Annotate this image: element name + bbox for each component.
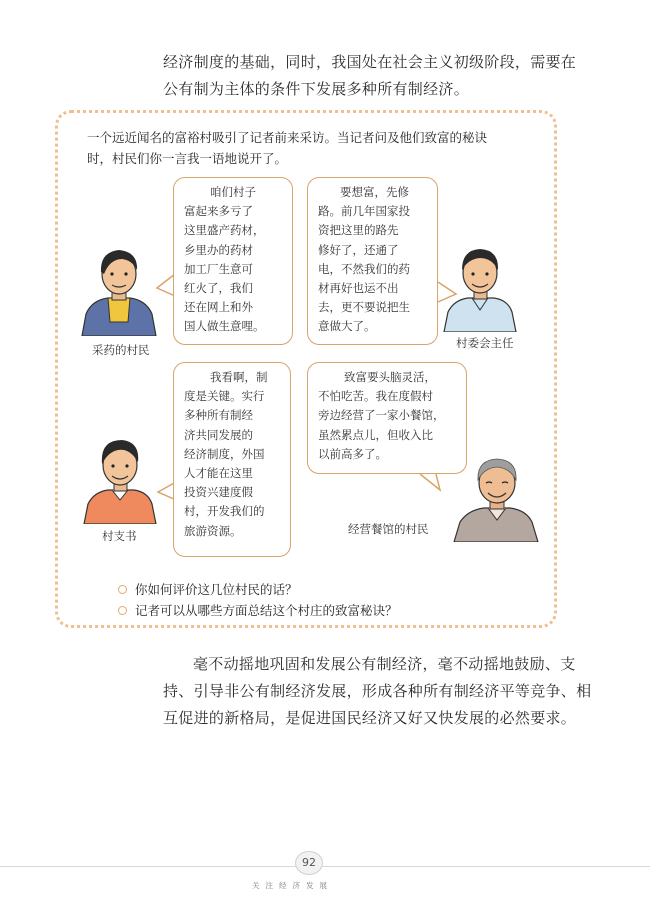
herb-villager-portrait: [78, 240, 160, 336]
caption-committee-director: 村委会主任: [456, 336, 514, 350]
intro-line: 时，村民们你一言我一语地说开了。: [87, 151, 288, 166]
restaurant-owner-portrait: [452, 450, 542, 542]
committee-director-portrait: [440, 240, 520, 332]
bubble-line: 不怕吃苦。我在度假村: [318, 389, 433, 404]
bubble-line: 多种所有制经: [184, 408, 253, 423]
bubble-line: 这里盛产药材，: [184, 223, 265, 238]
circle-bullet-icon: [118, 606, 127, 615]
paragraph-line: 持、引导非公有制经济发展，形成各种所有制经济平等竞争、相: [163, 682, 592, 700]
page-number: 92: [295, 851, 323, 875]
caption-herb-villager: 采药的村民: [92, 343, 150, 357]
bubble-tail: [418, 472, 444, 494]
bubble-line: 加工厂生意可: [184, 261, 253, 276]
bubble-line: 济共同发展的: [184, 427, 253, 442]
bubble-line: 还在网上和外: [184, 300, 253, 315]
bubble-line: 虽然累点儿，但收入比: [318, 427, 433, 442]
bubble-line: 咱们村子: [210, 185, 256, 199]
party-secretary-portrait: [80, 432, 160, 524]
bubble-line: 度是关键。实行: [184, 389, 265, 404]
question-text: 记者可以从哪些方面总结这个村庄的致富秘诀？: [135, 603, 398, 618]
bubble-line: 要想富，先修: [340, 185, 409, 199]
question-text: 你如何评价这几位村民的话？: [135, 582, 298, 597]
speech-bubble-committee-director: [307, 177, 438, 345]
bubble-line: 材再好也运不出: [318, 281, 399, 296]
paragraph-line: 公有制为主体的条件下发展多种所有制经济。: [163, 80, 470, 98]
speech-bubble-restaurant-owner: [307, 362, 467, 474]
bubble-line: 乡里办的药材: [184, 242, 253, 257]
bubble-line: 我看啊，制: [210, 370, 268, 384]
bubble-line: 旁边经营了一家小餐馆，: [318, 408, 445, 423]
question-item: [118, 580, 298, 598]
circle-bullet-icon: [118, 585, 127, 594]
bubble-line: 路。前几年国家投: [318, 204, 410, 219]
top-paragraph: [163, 49, 577, 103]
bubble-line: 投资兴建度假: [184, 485, 253, 500]
footer-rule: [0, 866, 650, 867]
paragraph-line: 毫不动摇地巩固和发展公有制经济，毫不动摇地鼓励、支: [193, 655, 576, 673]
bubble-line: 旅游资源。: [184, 523, 242, 538]
running-title: 关注经济发展: [252, 881, 333, 890]
bubble-line: 经济制度，外国: [184, 446, 265, 461]
bubble-line: 电，不然我们的药: [318, 261, 410, 276]
bubble-line: 村，开发我们的: [184, 504, 265, 519]
bubble-line: 去，更不要说把生: [318, 300, 410, 315]
bubble-line: 修好了，还通了: [318, 242, 399, 257]
activity-intro: [87, 127, 537, 169]
question-item: [118, 601, 398, 619]
bottom-paragraph: [163, 651, 592, 732]
bubble-line: 致富要头脑灵活，: [344, 370, 436, 384]
bubble-line: 以前高多了。: [318, 446, 387, 461]
paragraph-line: 经济制度的基础，同时，我国处在社会主义初级阶段，需要在: [163, 53, 577, 71]
bubble-line: 意做大了。: [318, 319, 376, 334]
paragraph-line: 互促进的新格局，是促进国民经济又好又快发展的必然要求。: [163, 709, 577, 727]
bubble-line: 资把这里的路先: [318, 223, 399, 238]
intro-line: 一个远近闻名的富裕村吸引了记者前来采访。当记者问及他们致富的秘诀: [87, 130, 488, 145]
activity-box: [55, 110, 557, 628]
bubble-line: 人才能在这里: [184, 466, 253, 481]
bubble-line: 富起来多亏了: [184, 204, 253, 219]
speech-bubble-party-secretary: [173, 362, 291, 557]
caption-restaurant-owner: 经营餐馆的村民: [348, 522, 429, 536]
bubble-line: 国人做生意哩。: [184, 319, 265, 334]
bubble-line: 红火了，我们: [184, 281, 253, 296]
speech-bubble-herb-villager: [173, 177, 293, 345]
caption-party-secretary: 村支书: [102, 529, 137, 543]
